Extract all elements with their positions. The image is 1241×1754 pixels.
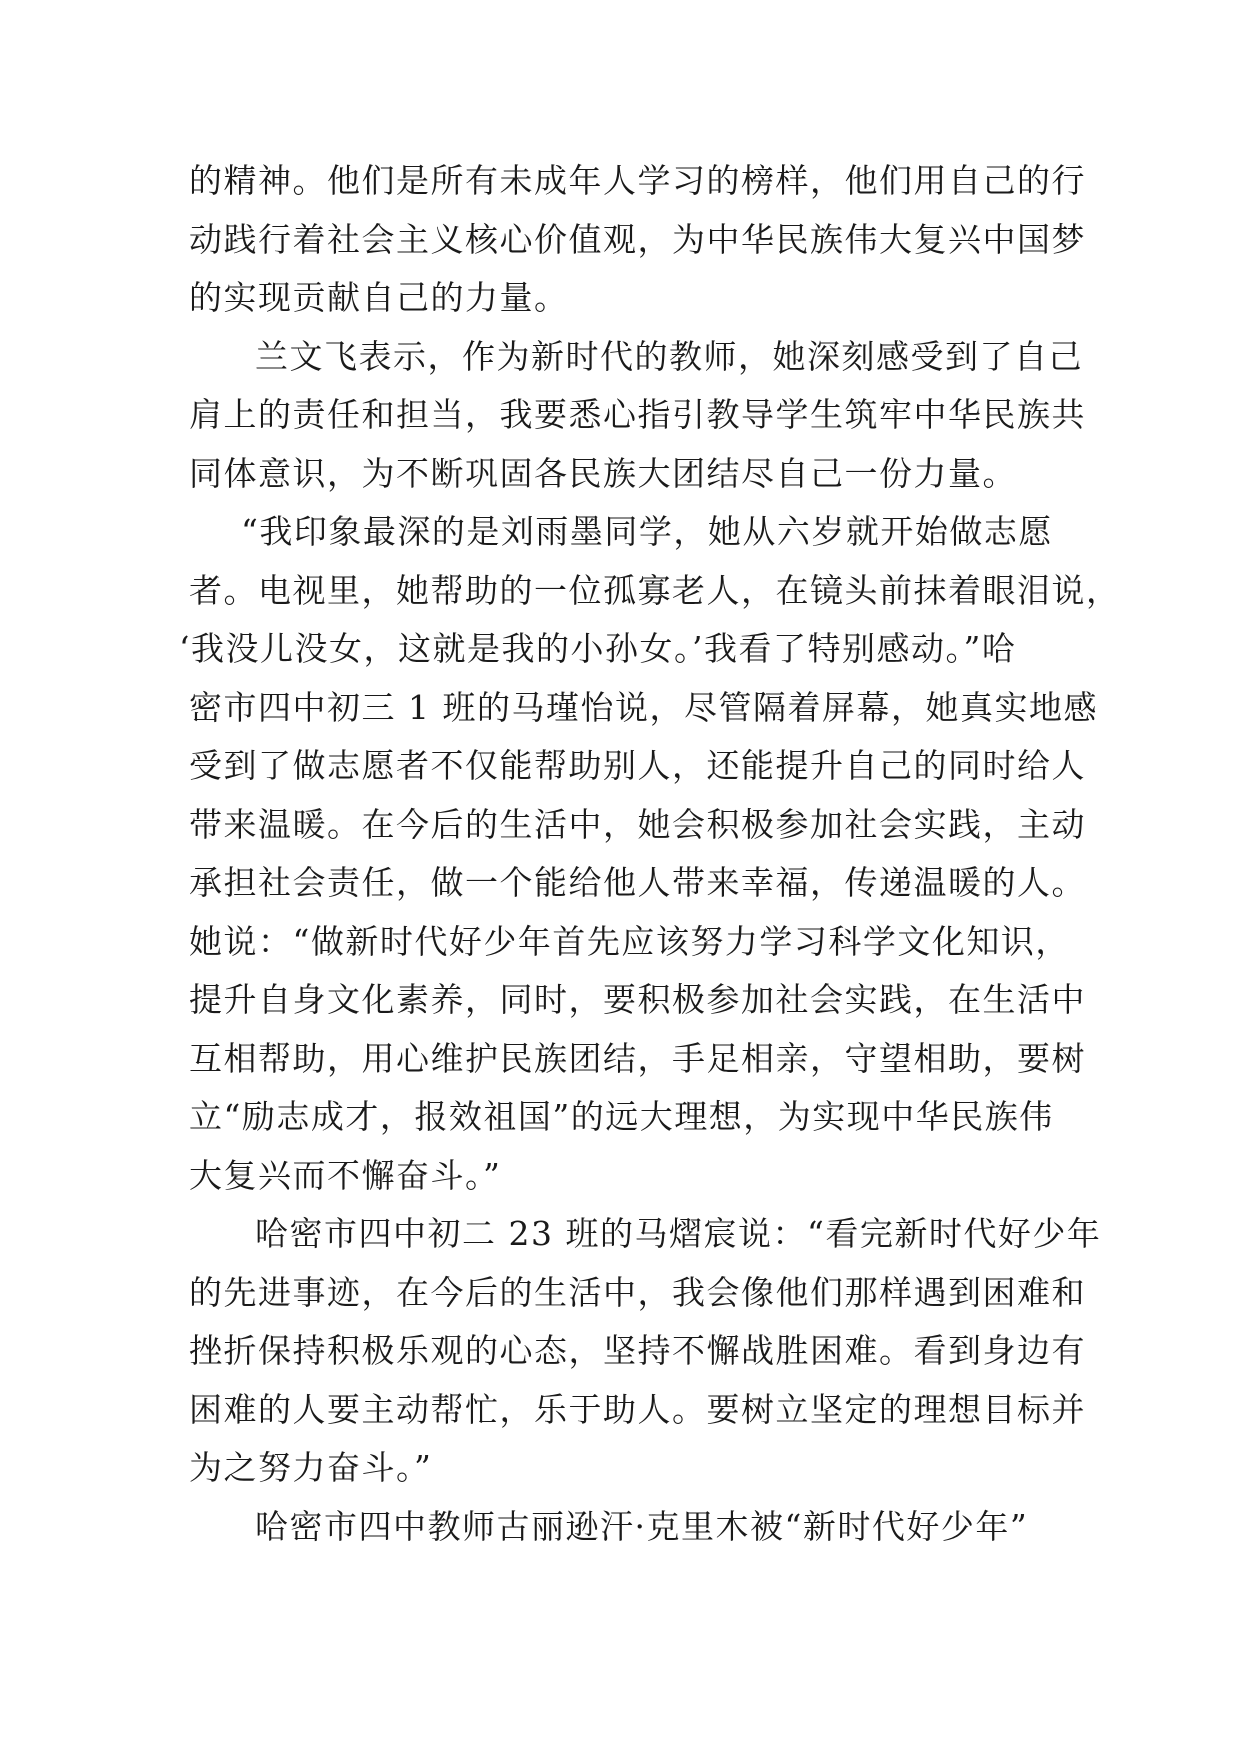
text-line: 大复兴而不懈奋斗。”: [189, 1155, 502, 1195]
text-line: 密市四中初三 1 班的马瑾怡说，尽管隔着屏幕，她真实地感: [189, 687, 1098, 727]
paragraph-first-line: 哈密市四中教师古丽逊汗·克里木被“新时代好少年”: [255, 1506, 1029, 1546]
text-line: ‘我没儿没女，这就是我的小孙女。’我看了特别感动。”哈: [179, 629, 1017, 668]
paragraph-first-line: “我印象最深的是刘雨墨同学，她从六岁就开始做志愿: [241, 512, 1053, 551]
text-line: 互相帮助，用心维护民族团结，手足相亲，守望相助，要树: [189, 1038, 1086, 1078]
text-line: 承担社会责任，做一个能给他人带来幸福，传递温暖的人。: [189, 863, 1086, 902]
text-line: 的精神。他们是所有未成年人学习的榜样，他们用自己的行: [189, 161, 1086, 200]
text-line: 带来温暖。在今后的生活中，她会积极参加社会实践，主动: [189, 804, 1086, 844]
text-line: 为之努力奋斗。”: [189, 1448, 433, 1487]
text-line: 提升自身文化素养，同时，要积极参加社会实践，在生活中: [189, 980, 1086, 1019]
text-line: 她说：“做新时代好少年首先应该努力学习科学文化知识，: [189, 921, 1070, 961]
paragraph-first-line: 哈密市四中初二 23 班的马熠宸说：“看完新时代好少年: [255, 1214, 1102, 1253]
text-line: 受到了做志愿者不仅能帮助别人，还能提升自己的同时给人: [189, 746, 1086, 785]
body-text: [179, 152, 1121, 1556]
text-line: 挫折保持积极乐观的心态，坚持不懈战胜困难。看到身边有: [189, 1331, 1086, 1370]
text-line: 立“励志成才，报效祖国”的远大理想，为实现中华民族伟: [189, 1097, 1054, 1136]
text-line: 的先进事迹，在今后的生活中，我会像他们那样遇到困难和: [189, 1272, 1086, 1312]
text-line: 困难的人要主动帮忙，乐于助人。要树立坚定的理想目标并: [189, 1389, 1086, 1429]
paragraph-first-line: 兰文飞表示，作为新时代的教师，她深刻感受到了自己: [255, 336, 1083, 376]
text-line: 的实现贡献自己的力量。: [189, 278, 569, 317]
text-line: 者。电视里，她帮助的一位孤寡老人，在镜头前抹着眼泪说，: [189, 570, 1121, 610]
text-line: 动践行着社会主义核心价值观，为中华民族伟大复兴中国梦: [189, 219, 1086, 259]
text-line: 肩上的责任和担当，我要悉心指引教导学生筑牢中华民族共: [189, 395, 1086, 434]
text-line: 同体意识，为不断巩固各民族大团结尽自己一份力量。: [189, 453, 1017, 493]
